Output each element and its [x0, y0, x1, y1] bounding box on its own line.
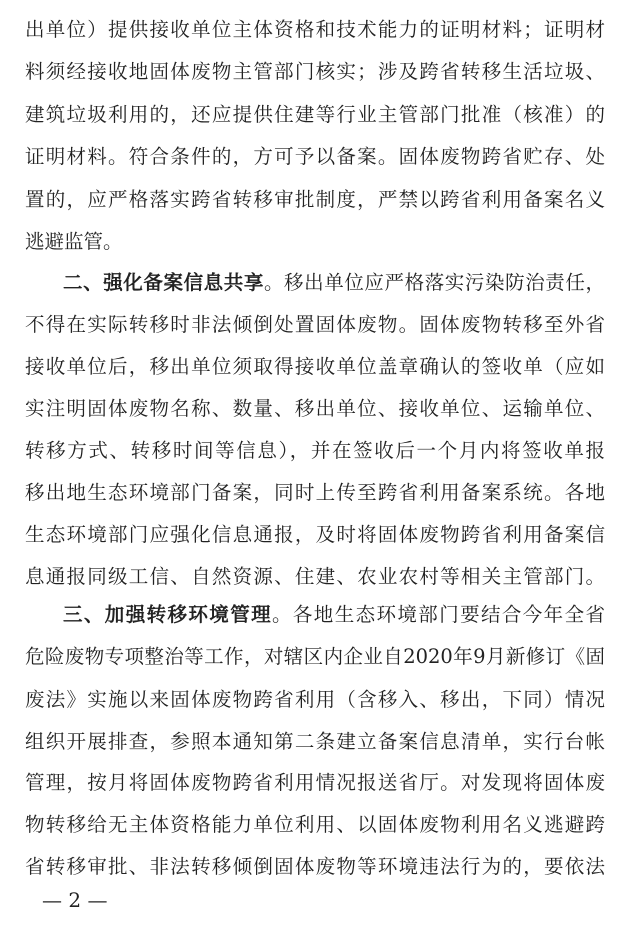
text-line: 逃避监管。: [25, 230, 123, 253]
section-3-first-line: [63, 600, 605, 630]
text-line: 接收单位后，移出单位须取得接收单位盖章确认的签收单（应如: [25, 355, 605, 378]
text-span: 。移出单位应严格落实污染防治责任，: [263, 271, 605, 294]
text-line: 料须经接收地固体废物主管部门核实；涉及跨省转移生活垃圾、: [25, 60, 605, 83]
text-line: 废法》实施以来固体废物跨省利用（含移入、移出，下同）情况: [25, 688, 605, 711]
text-line: 管理，按月将固体废物跨省利用情况报送省厅。对发现将固体废: [25, 771, 605, 794]
section-2-first-line: [63, 268, 605, 298]
page-number: — 2 —: [42, 888, 108, 912]
text-line: 物转移给无主体资格能力单位利用、以固体废物利用名义逃避跨: [25, 813, 605, 836]
text-line: 省转移审批、非法转移倾倒固体废物等环境违法行为的，要依法: [25, 855, 605, 878]
text-line: 生态环境部门应强化信息通报，及时将固体废物跨省利用备案信: [25, 523, 605, 546]
text-line: 危险废物专项整治等工作，对辖区内企业自2020年9月新修订《固: [25, 645, 605, 668]
section-2-heading: 二、强化备案信息共享: [63, 271, 264, 294]
text-line: 出单位）提供接收单位主体资格和技术能力的证明材料；证明材: [25, 18, 605, 41]
text-line: 建筑垃圾利用的，还应提供住建等行业主管部门批准（核准）的: [25, 103, 605, 126]
text-line: 证明材料。符合条件的，方可予以备案。固体废物跨省贮存、处: [25, 145, 605, 168]
section-3-heading: 三、加强转移环境管理: [63, 603, 272, 626]
text-line: 息通报同级工信、自然资源、住建、农业农村等相关主管部门。: [25, 565, 605, 588]
text-span: 。各地生态环境部门要结合今年全省: [272, 603, 605, 626]
text-line: 不得在实际转移时非法倾倒处置固体废物。固体废物转移至外省: [25, 313, 605, 336]
text-line: 组织开展排查，参照本通知第二条建立备案信息清单，实行台帐: [25, 730, 605, 753]
text-line: 置的，应严格落实跨省转移审批制度，严禁以跨省利用备案名义: [25, 188, 605, 211]
text-line: 移出地生态环境部门备案，同时上传至跨省利用备案系统。各地: [25, 481, 605, 504]
text-line: 实注明固体废物名称、数量、移出单位、接收单位、运输单位、: [25, 397, 605, 420]
text-line: 转移方式、转移时间等信息），并在签收后一个月内将签收单报: [25, 439, 605, 462]
